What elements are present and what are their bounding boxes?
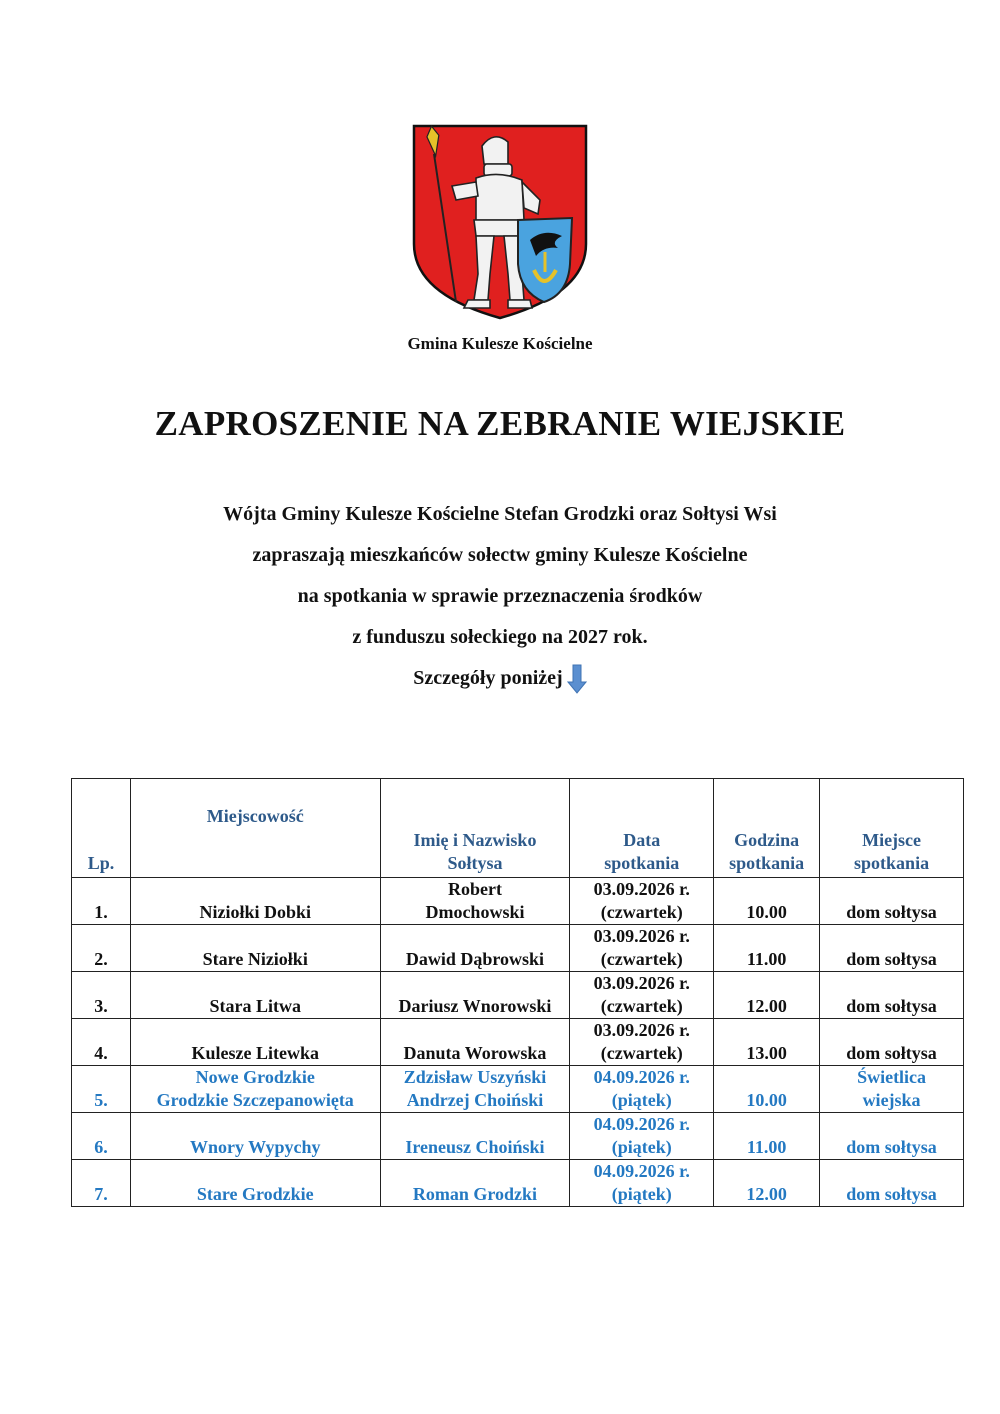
cell-date: 03.09.2026 r. (czwartek) [570, 878, 714, 925]
cell-name: Roman Grodzki [380, 1160, 570, 1207]
municipality-name: Gmina Kulesze Kościelne [407, 334, 593, 353]
cell-place: Stare Niziołki [130, 925, 380, 972]
cell-venue: dom sołtysa [820, 878, 964, 925]
cell-time: 11.00 [714, 1113, 820, 1160]
details-label: Szczegóły poniżej [413, 667, 563, 689]
header-venue: Miejsce spotkania [820, 779, 964, 878]
cell-lp: 7. [72, 1160, 131, 1207]
invitation-text [0, 494, 1000, 699]
table-row [72, 1160, 964, 1207]
cell-venue: dom sołtysa [820, 1113, 964, 1160]
cell-venue: dom sołtysa [820, 972, 964, 1019]
details-line [0, 658, 1000, 699]
table-row [72, 925, 964, 972]
cell-date: 03.09.2026 r. (czwartek) [570, 972, 714, 1019]
header-place: Miejscowość [130, 779, 380, 878]
cell-date: 04.09.2026 r. (piątek) [570, 1066, 714, 1113]
cell-date: 04.09.2026 r. (piątek) [570, 1160, 714, 1207]
cell-venue: dom sołtysa [820, 925, 964, 972]
cell-name: Robert Dmochowski [380, 878, 570, 925]
intro-line-1: Wójta Gminy Kulesze Kościelne Stefan Grodzki oraz Sołtysi Wsi [223, 503, 777, 525]
cell-name: Dariusz Wnorowski [380, 972, 570, 1019]
page-title: ZAPROSZENIE NA ZEBRANIE WIEJSKIE [154, 404, 846, 443]
cell-time: 10.00 [714, 1066, 820, 1113]
cell-time: 12.00 [714, 1160, 820, 1207]
table-row [72, 1066, 964, 1113]
cell-lp: 2. [72, 925, 131, 972]
table-header-row [72, 779, 964, 878]
meetings-table [71, 778, 964, 1207]
cell-name: Ireneusz Choiński [380, 1113, 570, 1160]
intro-line-2: zapraszają mieszkańców sołectw gminy Kulesze Kościelne [252, 544, 748, 566]
table-row [72, 1019, 964, 1066]
cell-date: 03.09.2026 r. (czwartek) [570, 925, 714, 972]
cell-date: 03.09.2026 r. (czwartek) [570, 1019, 714, 1066]
table-row [72, 972, 964, 1019]
cell-place: Wnory Wypychy [130, 1113, 380, 1160]
cell-lp: 3. [72, 972, 131, 1019]
header-time: Godzina spotkania [714, 779, 820, 878]
cell-venue: dom sołtysa [820, 1160, 964, 1207]
cell-place: Kulesze Litewka [130, 1019, 380, 1066]
cell-time: 11.00 [714, 925, 820, 972]
cell-place: Nowe Grodzkie Grodzkie Szczepanowięta [130, 1066, 380, 1113]
header-name: Imię i Nazwisko Sołtysa [380, 779, 570, 878]
cell-time: 12.00 [714, 972, 820, 1019]
table-row [72, 878, 964, 925]
arrow-down-icon [567, 664, 587, 694]
intro-line-4: z funduszu sołeckiego na 2027 rok. [352, 626, 648, 648]
cell-lp: 5. [72, 1066, 131, 1113]
cell-date: 04.09.2026 r. (piątek) [570, 1113, 714, 1160]
cell-lp: 6. [72, 1113, 131, 1160]
cell-name: Zdzisław Uszyński Andrzej Choiński [380, 1066, 570, 1113]
cell-lp: 1. [72, 878, 131, 925]
cell-time: 13.00 [714, 1019, 820, 1066]
coat-of-arms-icon [412, 124, 588, 320]
cell-venue: Świetlica wiejska [820, 1066, 964, 1113]
cell-name: Danuta Worowska [380, 1019, 570, 1066]
cell-place: Stara Litwa [130, 972, 380, 1019]
header-date: Data spotkania [570, 779, 714, 878]
cell-venue: dom sołtysa [820, 1019, 964, 1066]
intro-line-3: na spotkania w sprawie przeznaczenia środków [297, 585, 703, 607]
table-row [72, 1113, 964, 1160]
cell-lp: 4. [72, 1019, 131, 1066]
cell-name: Dawid Dąbrowski [380, 925, 570, 972]
cell-time: 10.00 [714, 878, 820, 925]
header-lp: Lp. [72, 779, 131, 878]
cell-place: Niziołki Dobki [130, 878, 380, 925]
cell-place: Stare Grodzkie [130, 1160, 380, 1207]
